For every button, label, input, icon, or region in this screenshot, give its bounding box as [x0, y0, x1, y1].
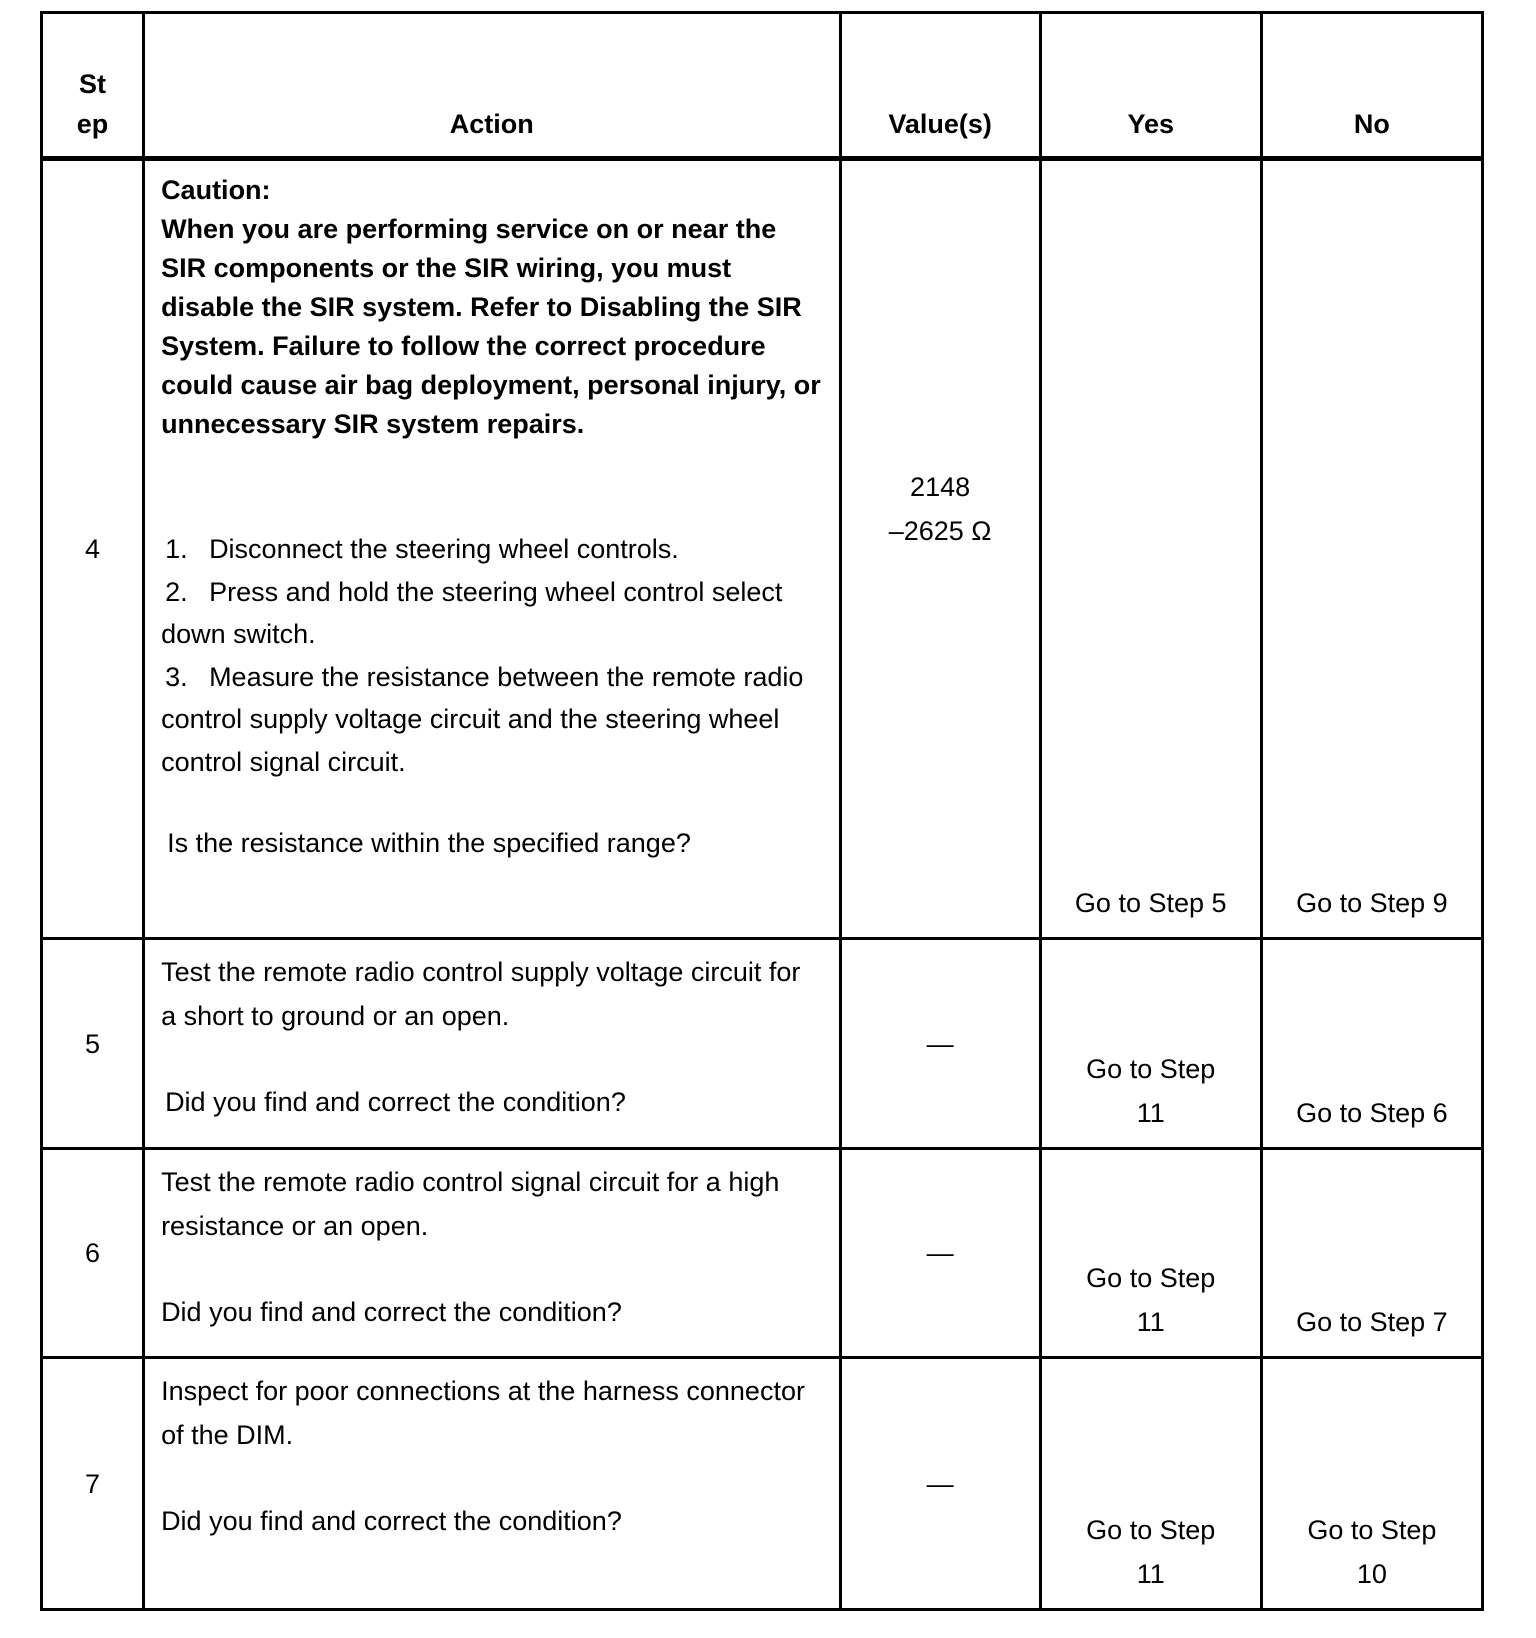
- value-cell: [840, 1149, 1040, 1358]
- value-range: [842, 465, 1039, 553]
- header-yes: Yes: [1040, 13, 1261, 159]
- diagnostic-table: [40, 11, 1484, 1611]
- list-number: 2.: [165, 576, 188, 607]
- no-link[interactable]: [1263, 1508, 1481, 1596]
- yes-line-2: 11: [1136, 1559, 1165, 1589]
- yes-line-2: 11: [1136, 1307, 1165, 1337]
- action-text: Test the remote radio control supply voltage circuit for a short to ground or an open.: [161, 957, 801, 1031]
- value-max: –2625 Ω: [888, 516, 992, 546]
- yes-line-1: Go to Step: [1086, 1263, 1216, 1293]
- no-link[interactable]: Go to Step 9: [1296, 888, 1448, 918]
- question-text: Did you find and correct the condition?: [165, 1087, 626, 1117]
- yes-link[interactable]: [1042, 1047, 1260, 1135]
- no-link[interactable]: Go to Step 6: [1296, 1098, 1448, 1128]
- value-dash: —: [926, 1238, 954, 1268]
- list-item: [161, 528, 822, 571]
- yes-link[interactable]: Go to Step 5: [1074, 888, 1227, 918]
- table-row: [42, 939, 1483, 1149]
- list-number: 3.: [165, 661, 188, 692]
- caution-block: [161, 171, 822, 444]
- caution-text: When you are performing service on or near the SIR components or the SIR wiring, you must disable the SIR system. Refer to Disabling the SIR System. Failure to follow the correct procedure could cause air bag deployment, personal injury, or unnecessary SIR system repairs.: [161, 214, 821, 439]
- step-number: 7: [42, 1358, 144, 1610]
- table-header: [42, 13, 1483, 159]
- yes-cell: [1040, 159, 1261, 939]
- yes-line-1: Go to Step: [1086, 1054, 1216, 1084]
- no-cell: [1261, 939, 1482, 1149]
- table-row: [42, 1149, 1483, 1358]
- yes-link[interactable]: [1042, 1256, 1260, 1344]
- value-cell: [840, 939, 1040, 1149]
- yes-cell: [1040, 939, 1261, 1149]
- value-cell: [840, 1358, 1040, 1610]
- action-cell: [144, 1358, 840, 1610]
- list-item: [161, 571, 822, 656]
- list-number: 1.: [165, 534, 188, 564]
- question-text: Is the resistance within the specified range?: [167, 828, 691, 858]
- value-min: 2148: [910, 472, 971, 502]
- value-dash: —: [926, 1468, 954, 1499]
- list-text: Measure the resistance between the remote radio control supply voltage circuit and the steering wheel control signal circuit.: [161, 661, 804, 777]
- caution-title: Caution:: [161, 175, 271, 205]
- step-number: 5: [42, 939, 144, 1149]
- header-no: No: [1261, 13, 1482, 159]
- action-cell: [144, 159, 840, 939]
- no-cell: [1261, 1149, 1482, 1358]
- question-text: Did you find and correct the condition?: [161, 1297, 622, 1327]
- action-cell: [144, 1149, 840, 1358]
- no-line-2: 10: [1356, 1559, 1387, 1589]
- yes-line-1: Go to Step: [1086, 1515, 1216, 1545]
- header-step: St ep: [42, 13, 144, 159]
- action-cell: [144, 939, 840, 1149]
- step-number: 4: [42, 159, 144, 939]
- question-text: Did you find and correct the condition?: [161, 1506, 622, 1536]
- value-cell: [840, 159, 1040, 939]
- no-link[interactable]: Go to Step 7: [1296, 1307, 1448, 1337]
- yes-cell: [1040, 1149, 1261, 1358]
- no-cell: [1261, 1358, 1482, 1610]
- yes-cell: [1040, 1358, 1261, 1610]
- list-item: [161, 656, 822, 784]
- action-text: Test the remote radio control signal circuit for a high resistance or an open.: [161, 1167, 780, 1241]
- no-cell: [1261, 159, 1482, 939]
- list-text: Press and hold the steering wheel control select down switch.: [161, 576, 783, 649]
- header-action: Action: [144, 13, 840, 159]
- yes-line-2: 11: [1136, 1098, 1165, 1128]
- value-dash: —: [926, 1028, 954, 1059]
- table-row: [42, 159, 1483, 939]
- header-row: [42, 13, 1483, 159]
- procedure-list: [161, 528, 822, 783]
- yes-link[interactable]: [1042, 1508, 1260, 1596]
- no-line-1: Go to Step: [1307, 1515, 1437, 1545]
- action-text: Inspect for poor connections at the harness connector of the DIM.: [161, 1376, 805, 1450]
- header-value: Value(s): [840, 13, 1040, 159]
- table-row: [42, 1358, 1483, 1610]
- list-text: Disconnect the steering wheel controls.: [209, 534, 679, 564]
- step-number: 6: [42, 1149, 144, 1358]
